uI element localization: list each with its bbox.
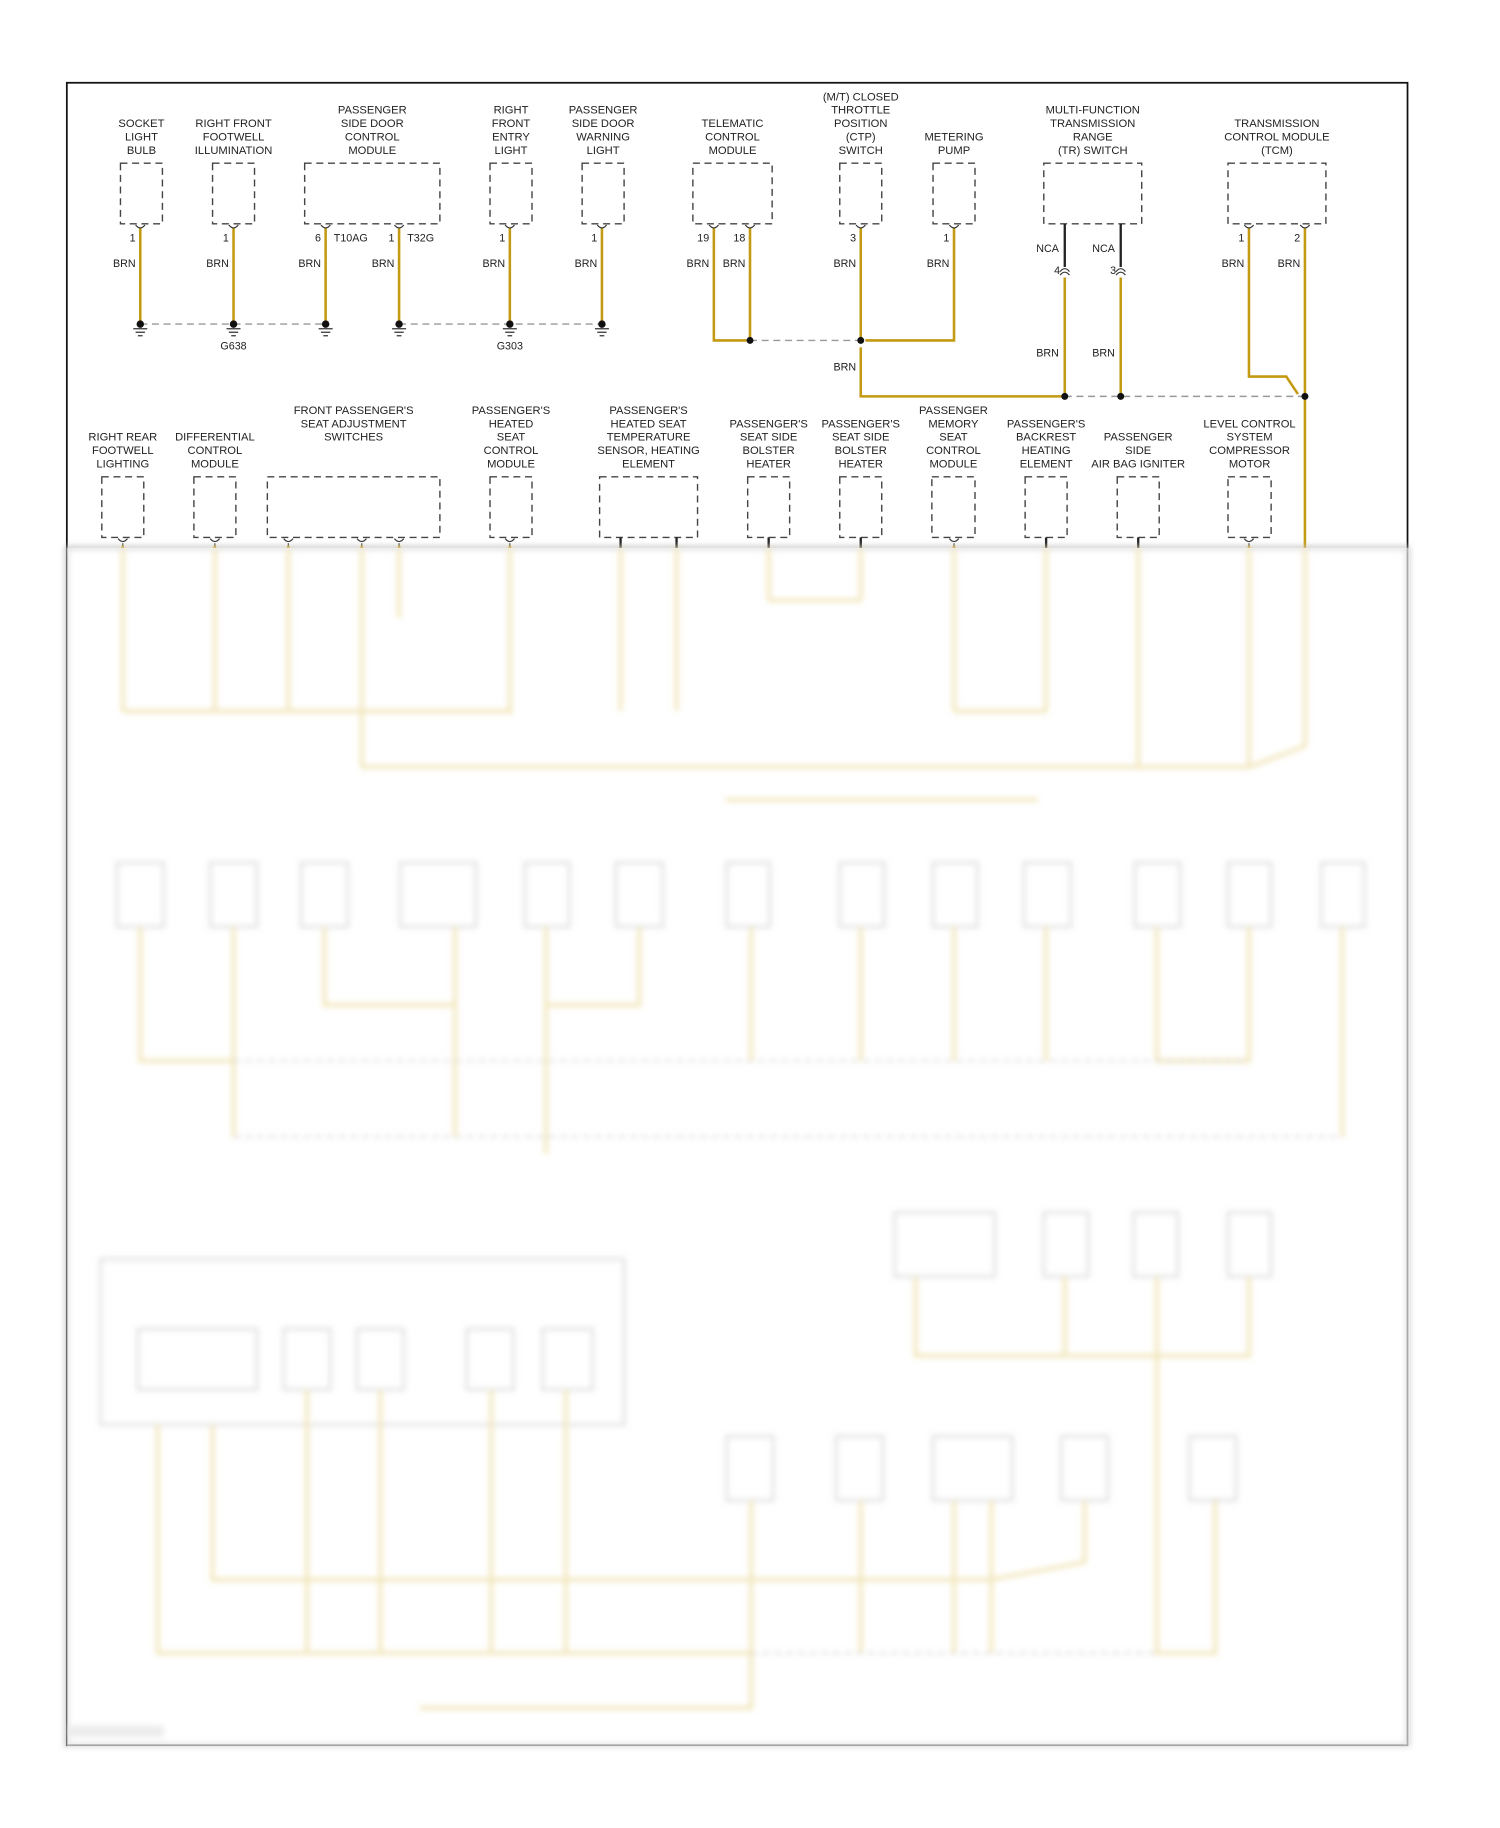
connector-terminal-icon	[210, 539, 219, 547]
component-label: PASSENGER	[1103, 431, 1173, 444]
component-label: SEAT SIDE	[832, 431, 890, 444]
component-label: FOOTWELL	[92, 445, 154, 458]
component-label: METERING	[924, 131, 984, 144]
component-label: PASSENGER'S	[609, 404, 688, 417]
component-box	[1117, 477, 1159, 538]
pin-number: 18	[733, 232, 746, 245]
component-label: PASSENGER	[337, 104, 407, 117]
inline-connector-icon	[1060, 269, 1069, 275]
wire-color-label: BRN	[482, 257, 506, 270]
component-label: BOLSTER	[742, 445, 795, 458]
wire-color-label: NCA	[1092, 242, 1115, 255]
component-label: (TCM)	[1261, 144, 1293, 157]
wire-color-label: NCA	[1036, 242, 1059, 255]
component-label: SIDE DOOR	[571, 118, 635, 131]
component-row2-10[interactable]	[1203, 418, 1295, 548]
splice-junction	[1301, 393, 1308, 400]
ground-icon	[227, 320, 241, 335]
component-label: MODULE	[190, 458, 239, 471]
component-box	[840, 477, 882, 538]
wire-color-label: BRN	[686, 257, 710, 270]
connector-terminal-icon	[949, 539, 958, 547]
component-label: SIDE DOOR	[340, 118, 404, 131]
component-box	[194, 477, 236, 538]
component-box	[490, 163, 532, 224]
component-label: TRANSMISSION	[1234, 118, 1320, 131]
component-label: MODULE	[348, 144, 397, 157]
component-label: TELEMATIC	[701, 118, 764, 131]
component-label: RIGHT REAR	[88, 431, 158, 444]
component-label: MULTI-FUNCTION	[1045, 104, 1140, 117]
connector-terminal-icon	[118, 539, 127, 547]
connector-terminal-icon	[394, 539, 403, 547]
component-label: LIGHTING	[96, 458, 150, 471]
component-label: HEATED	[488, 418, 534, 431]
component-label: ILLUMINATION	[194, 144, 273, 157]
component-label: SWITCH	[838, 144, 883, 157]
component-label: LIGHT	[124, 131, 158, 144]
component-label: (CTP)	[845, 131, 876, 144]
wire-color-label: BRN	[574, 257, 598, 270]
component-label: HEATER	[746, 458, 791, 471]
component-label: CONTROL	[344, 131, 400, 144]
component-label: PASSENGER	[919, 404, 988, 417]
pin-number: 1	[943, 232, 950, 245]
splice-junction	[1061, 393, 1068, 400]
component-label: LIGHT	[586, 144, 620, 157]
component-box	[693, 163, 772, 224]
pin-number: 19	[697, 232, 710, 245]
inline-connector-icon	[1116, 269, 1125, 275]
component-label: PASSENGER'S	[1006, 418, 1086, 431]
component-box	[490, 477, 532, 538]
wire-color-label: BRN	[1277, 257, 1301, 270]
component-label: RANGE	[1072, 131, 1113, 144]
component-label: CONTROL MODULE	[1224, 131, 1330, 144]
component-label: SEAT ADJUSTMENT	[300, 418, 407, 431]
component-box	[748, 477, 790, 538]
wire-color-label: BRN	[371, 257, 395, 270]
component-label: PUMP	[937, 144, 971, 157]
blur-overlay	[67, 548, 1410, 1760]
component-label: SWITCHES	[324, 431, 384, 444]
splice-junction	[747, 337, 754, 344]
pin-number: 4	[1054, 264, 1061, 277]
component-label: HEATING	[1021, 445, 1071, 458]
component-row2-0[interactable]	[88, 432, 157, 548]
component-box	[120, 163, 162, 224]
component-label: SEAT	[939, 431, 968, 444]
component-row2-6[interactable]	[822, 418, 900, 548]
component-label: MEMORY	[928, 418, 979, 431]
component-label: HEATED SEAT	[610, 418, 687, 431]
component-label: SYSTEM	[1226, 431, 1273, 444]
splice-junction	[1117, 393, 1124, 400]
component-top-3[interactable]	[483, 105, 532, 270]
component-label: AIR BAG IGNITER	[1091, 458, 1186, 471]
pin-number: 3	[850, 232, 857, 245]
component-box	[1044, 163, 1142, 224]
component-label: WARNING	[576, 131, 630, 144]
component-label: ENTRY	[492, 131, 530, 144]
pin-number: 1	[499, 232, 506, 245]
pin-number: 1	[388, 232, 395, 245]
wire-color-label: BRN	[833, 361, 857, 374]
connector-id: T32G	[407, 232, 435, 245]
component-top-5[interactable]	[687, 118, 773, 270]
connector-terminal-icon	[284, 539, 293, 547]
connector-terminal-icon	[357, 539, 366, 547]
component-label: PASSENGER'S	[729, 418, 808, 431]
component-label: RIGHT	[493, 104, 529, 117]
component-label: CONTROL	[705, 131, 760, 144]
pin-number: 1	[129, 232, 136, 245]
ground-label-g638: G638	[220, 340, 247, 353]
ground-icon	[133, 320, 147, 335]
component-label: FRONT	[491, 118, 531, 131]
component-label: MOTOR	[1228, 458, 1271, 471]
component-row2-7[interactable]	[919, 405, 988, 548]
wire-color-label: BRN	[298, 257, 321, 270]
component-label: CONTROL	[483, 445, 539, 458]
component-row2-4[interactable]	[597, 405, 699, 548]
component-label: SEAT SIDE	[739, 431, 798, 444]
component-row2-2[interactable]	[267, 405, 440, 548]
component-label: POSITION	[834, 118, 888, 131]
wire-brn	[861, 347, 1065, 396]
wire-color-label: BRN	[926, 257, 950, 270]
component-label: PASSENGER'S	[821, 418, 900, 431]
wire-color-label: BRN	[1092, 347, 1115, 360]
component-box	[213, 163, 255, 224]
component-label: RIGHT FRONT	[195, 118, 272, 131]
component-box	[933, 163, 975, 224]
component-row2-1[interactable]	[175, 432, 255, 548]
component-label: MODULE	[487, 458, 535, 471]
ground-icon	[595, 320, 609, 335]
component-box	[932, 477, 975, 538]
pin-number: 1	[222, 232, 229, 245]
component-label: LIGHT	[494, 144, 528, 157]
component-box	[102, 477, 144, 538]
component-label: TEMPERATURE	[606, 431, 691, 444]
component-label: THROTTLE	[831, 104, 891, 117]
component-label: LEVEL CONTROL	[1203, 418, 1296, 431]
wire-color-label: BRN	[1036, 347, 1059, 360]
component-box	[582, 163, 624, 224]
component-top-9[interactable]	[1222, 118, 1330, 270]
ground-icon	[392, 320, 406, 335]
component-box	[1228, 163, 1326, 224]
ground-icon	[503, 320, 517, 335]
connector-terminal-icon	[505, 539, 514, 547]
component-box	[267, 477, 440, 538]
component-label: COMPRESSOR	[1209, 445, 1290, 458]
pin-number: 1	[1238, 232, 1245, 245]
component-label: BULB	[126, 144, 157, 157]
component-box	[1228, 477, 1271, 538]
component-label: CONTROL	[926, 445, 981, 458]
component-label: BOLSTER	[834, 445, 887, 458]
component-row2-3[interactable]	[472, 405, 550, 548]
component-row2-9[interactable]	[1091, 432, 1185, 548]
component-top-0[interactable]	[113, 118, 165, 270]
wire-color-label: BRN	[1221, 257, 1245, 270]
ground-icon	[319, 320, 333, 335]
ground-label-g303: G303	[496, 340, 523, 353]
component-label: BACKREST	[1015, 431, 1077, 444]
connector-id: T10AG	[333, 232, 368, 245]
component-label: CONTROL	[187, 445, 243, 458]
splice-junction	[857, 337, 864, 344]
component-box	[1025, 477, 1067, 538]
component-label: ELEMENT	[1019, 458, 1073, 471]
wire-color-label: BRN	[112, 257, 136, 270]
component-box	[305, 163, 440, 224]
component-label: (M/T) CLOSED	[822, 91, 899, 104]
wire-color-label: BRN	[206, 257, 229, 270]
component-label: DIFFERENTIAL	[175, 431, 255, 444]
component-box	[840, 163, 882, 224]
pin-number: 2	[1294, 232, 1301, 245]
component-label: PASSENGER'S	[471, 404, 551, 417]
component-label: ELEMENT	[622, 458, 675, 471]
component-label: MODULE	[708, 144, 757, 157]
pin-number: 6	[315, 232, 321, 245]
component-label: SENSOR, HEATING	[597, 445, 700, 458]
component-top-8[interactable]	[1036, 105, 1141, 360]
component-label: MODULE	[929, 458, 978, 471]
wire-brn	[714, 229, 747, 341]
component-label: TRANSMISSION	[1050, 118, 1136, 131]
component-row2-8[interactable]	[1007, 418, 1085, 548]
wire-brn	[1249, 229, 1301, 395]
component-label: HEATER	[838, 458, 884, 471]
wire-brn	[865, 229, 954, 341]
component-label: PASSENGER	[568, 104, 638, 117]
component-label: FRONT PASSENGER'S	[293, 404, 414, 417]
pin-number: 1	[591, 232, 598, 245]
component-label: SEAT	[496, 431, 526, 444]
pin-number: 3	[1110, 264, 1117, 277]
component-label: FOOTWELL	[202, 131, 265, 144]
wire-color-label: BRN	[722, 257, 746, 270]
component-label: SOCKET	[118, 118, 165, 131]
component-top-2[interactable]	[298, 105, 440, 270]
connector-terminal-icon	[1244, 539, 1253, 547]
component-label: SIDE	[1125, 445, 1152, 458]
wire-color-label: BRN	[833, 257, 857, 270]
component-row2-5[interactable]	[729, 418, 807, 548]
component-box	[600, 477, 698, 538]
component-label: (TR) SWITCH	[1057, 144, 1128, 157]
